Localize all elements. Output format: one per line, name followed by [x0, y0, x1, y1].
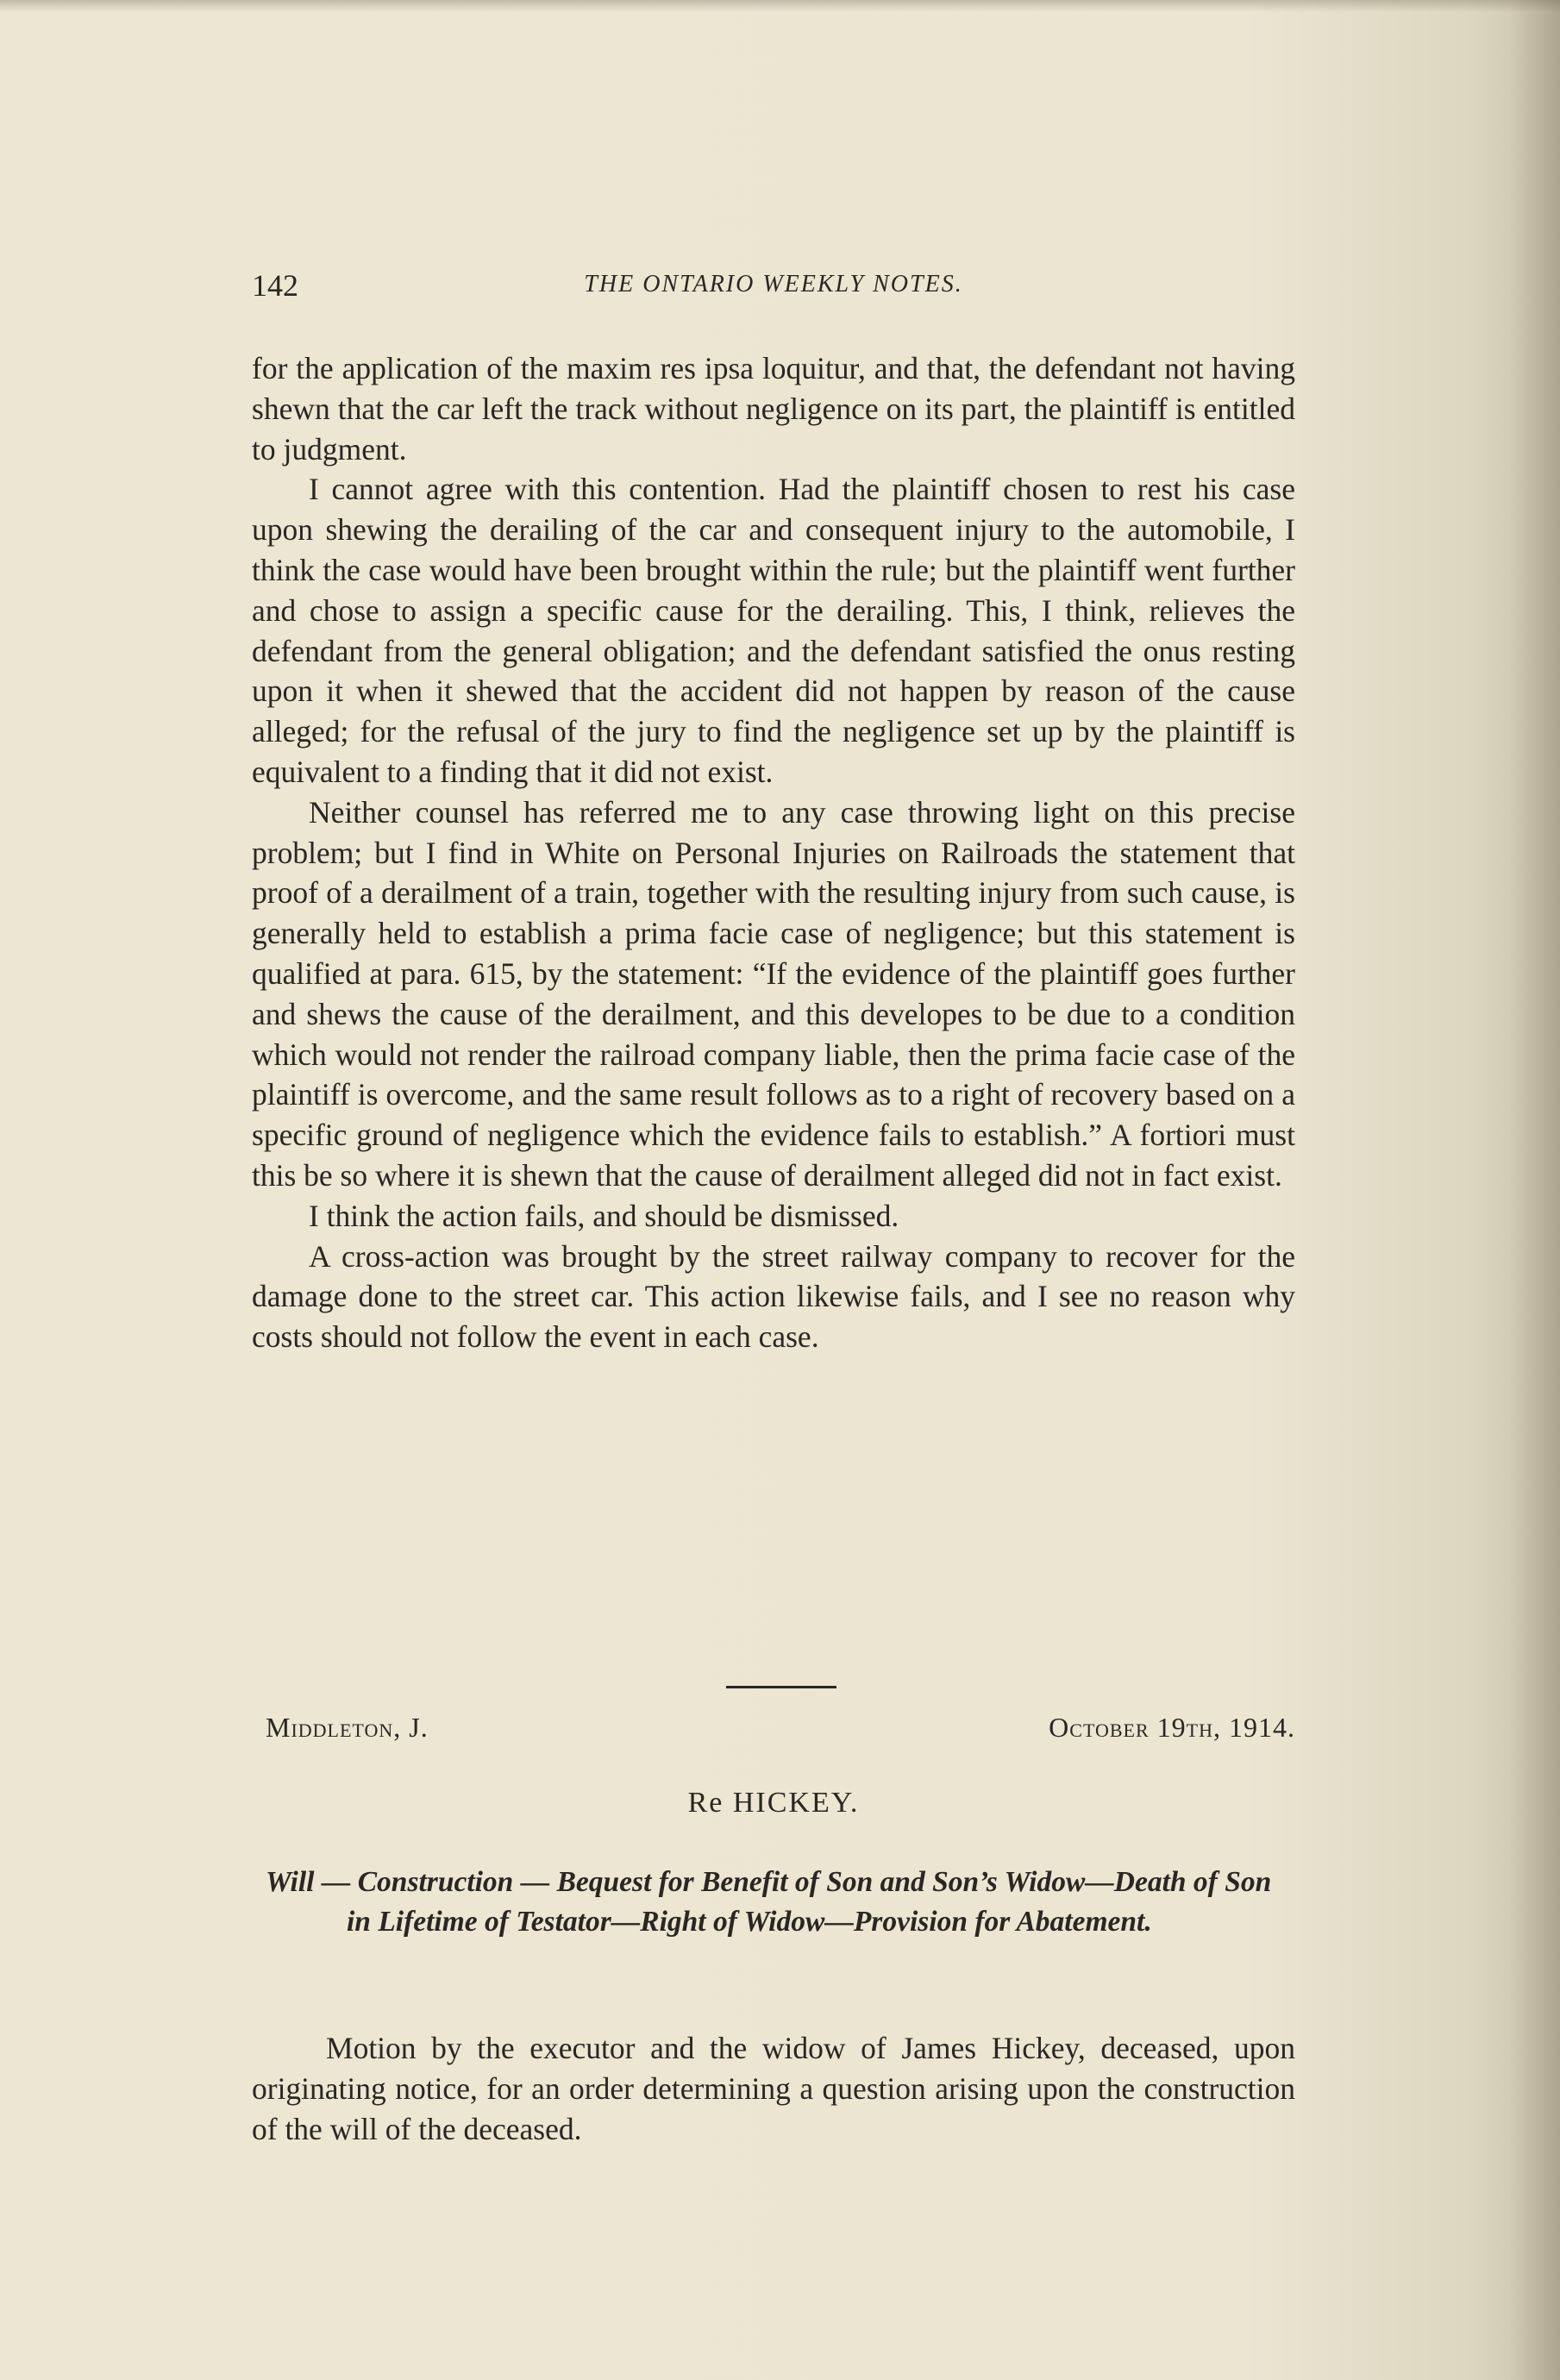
page-number: 142 — [252, 268, 298, 303]
case-headnote: Will — Construction — Bequest for Benefit of Son and Son’s Widow—Death of Son in Lifetime of Testator—Right of Widow—Provision for Abatement. — [266, 1866, 1272, 1938]
case-title: Re HICKEY. — [687, 1787, 860, 1819]
case-date: October 19th, 1914. — [1049, 1712, 1295, 1743]
paragraph: I think the action fails, and should be dismissed. — [309, 1198, 899, 1233]
paragraph: Neither counsel has referred me to any case throwing light on this precise problem; but I find in White on Personal Injuries on Railroads the statement that proof of a derailment of a train, together with the resulting injury from such cause, is generally held to establish a prima facie case of negligence; but this statement is qualified at para. 615, by the statement: “If the evidence of the plaintiff goes further and shews the cause of the derailment, and this developes to be due to a condition which would not render the railroad company liable, then the prima facie case of the plaintiff is overcome, and the same result follows as to a right of recovery based on a specific ground of negligence which the evidence fails to establish.” A fortiori must this be so where it is shewn that the cause of derailment alleged did not in fact exist. — [252, 794, 1295, 1193]
running-head: THE ONTARIO WEEKLY NOTES. — [584, 271, 963, 298]
judge-name: Middleton, J. — [266, 1712, 429, 1743]
right-edge-shadow — [1508, 0, 1560, 2380]
paragraph: I cannot agree with this contention. Had the plaintiff chosen to rest his case upon shewing the derailing of the car and consequent injury to the automobile, I think the case would have been brought within the rule; but the plaintiff went further and chose to assign a specific cause for the derailing. This, I think, relieves the defendant from the general obligation; and the defendant satisfied the onus resting upon it when it shewed that the accident did not happen by reason of the cause alleged; for the refusal of the jury to find the negligence set up by the plaintiff is equivalent to a finding that it did not exist. — [252, 472, 1295, 789]
judgment-body — [252, 348, 1295, 1357]
paragraph: for the application of the maxim res ipsa loquitur, and that, the defendant not having shewn that the car left the track without negligence on its part, the plaintiff is entitled to judgment. — [252, 351, 1295, 467]
top-edge-shadow — [0, 0, 1560, 12]
paragraph: A cross-action was brought by the street railway company to recover for the damage done to the street car. This action likewise fails, and I see no reason why costs should not follow the event in each case. — [252, 1238, 1295, 1355]
page-header — [252, 267, 1295, 319]
section-divider — [726, 1686, 836, 1688]
motion-paragraph: Motion by the executor and the widow of James Hickey, deceased, upon originating notice, for an order determining a question arising upon the construction of the will of the deceased. — [252, 2031, 1295, 2146]
